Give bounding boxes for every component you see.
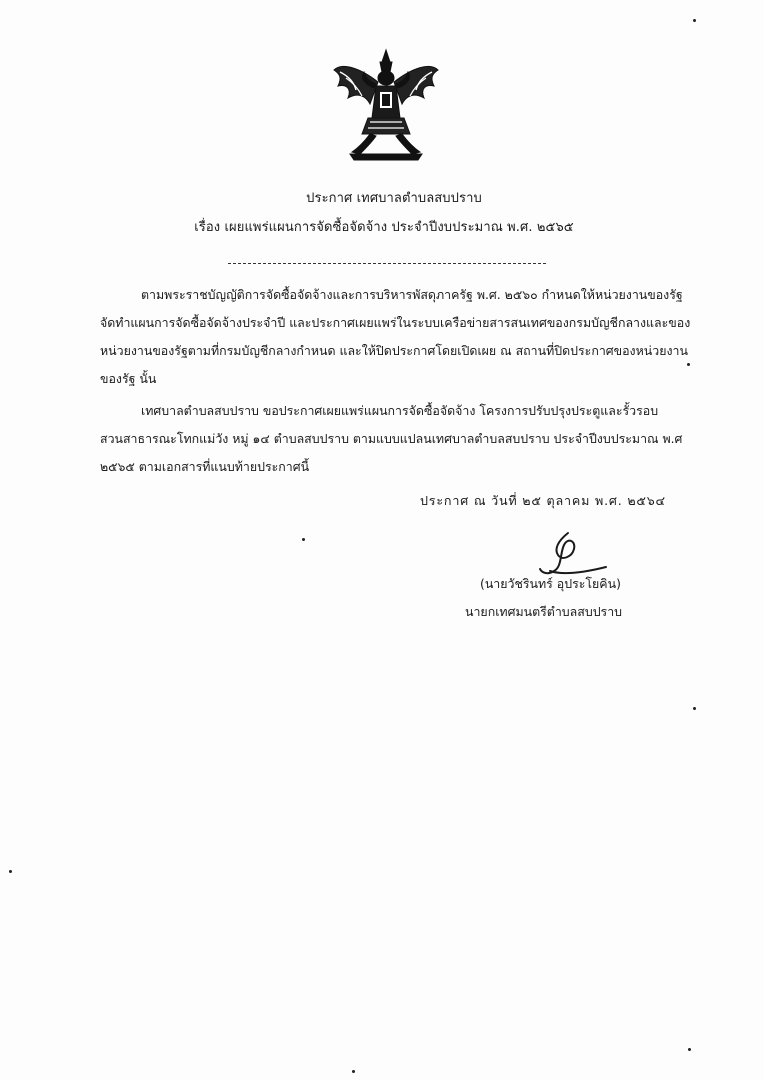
paragraph-line: เทศบาลตำบลสบปราบ ขอประกาศเผยแพร่แผนการจัดซื้อจัดจ้าง โครงการปรับปรุงประตูและรั้วรอบ	[141, 403, 659, 418]
scan-speck	[693, 19, 696, 22]
announcement-subject: เรื่อง เผยแพร่แผนการจัดซื้อจัดจ้าง ประจำปีงบประมาณ พ.ศ. ๒๕๖๕	[194, 220, 574, 235]
paragraph-line: สวนสาธารณะโทกแม่วัง หมู่ ๑๔ ตำบลสบปราบ ตามแบบแปลนเทศบาลตำบลสบปราบ ประจำปีงบประมาณ พ.ศ	[100, 431, 683, 446]
signer-position: นายกเทศมนตรีตำบลสบปราบ	[465, 604, 623, 619]
dashed-separator	[228, 263, 546, 264]
scan-speck	[687, 363, 690, 366]
signer-name: (นายวัชรินทร์ อุประโยคิน)	[480, 576, 621, 591]
paragraph-announcement	[100, 397, 692, 481]
scan-speck	[9, 870, 12, 873]
paragraph-line: หน่วยงานของรัฐตามที่กรมบัญชีกลางกำหนด และให้ปิดประกาศโดยเปิดเผย ณ สถานที่ปิดประกาศของหน่วยงาน	[100, 343, 688, 358]
scan-speck	[302, 538, 305, 541]
garuda-emblem-icon	[330, 48, 442, 166]
paragraph-legal-basis	[100, 281, 692, 393]
scan-speck	[688, 1048, 691, 1051]
paragraph-line: จัดทำแผนการจัดซื้อจัดจ้างประจำปี และประกาศเผยแพร่ในระบบเครือข่ายสารสนเทศของกรมบัญชีกลางและของ	[100, 315, 691, 330]
announce-date: ประกาศ ณ วันที่ ๒๕ ตุลาคม พ.ศ. ๒๕๖๔	[420, 493, 666, 508]
scan-speck	[693, 707, 696, 710]
paragraph-line: ตามพระราชบัญญัติการจัดซื้อจัดจ้างและการบริหารพัสดุภาครัฐ พ.ศ. ๒๕๖๐ กำหนดให้หน่วยงานของรัฐ	[141, 287, 683, 302]
paragraph-line: ๒๕๖๕ ตามเอกสารที่แนบท้ายประกาศนี้	[100, 459, 310, 474]
paragraph-line: ของรัฐ นั้น	[100, 371, 157, 386]
announcement-title: ประกาศ เทศบาลตำบลสบปราบ	[306, 191, 482, 206]
scan-speck	[352, 1070, 355, 1073]
